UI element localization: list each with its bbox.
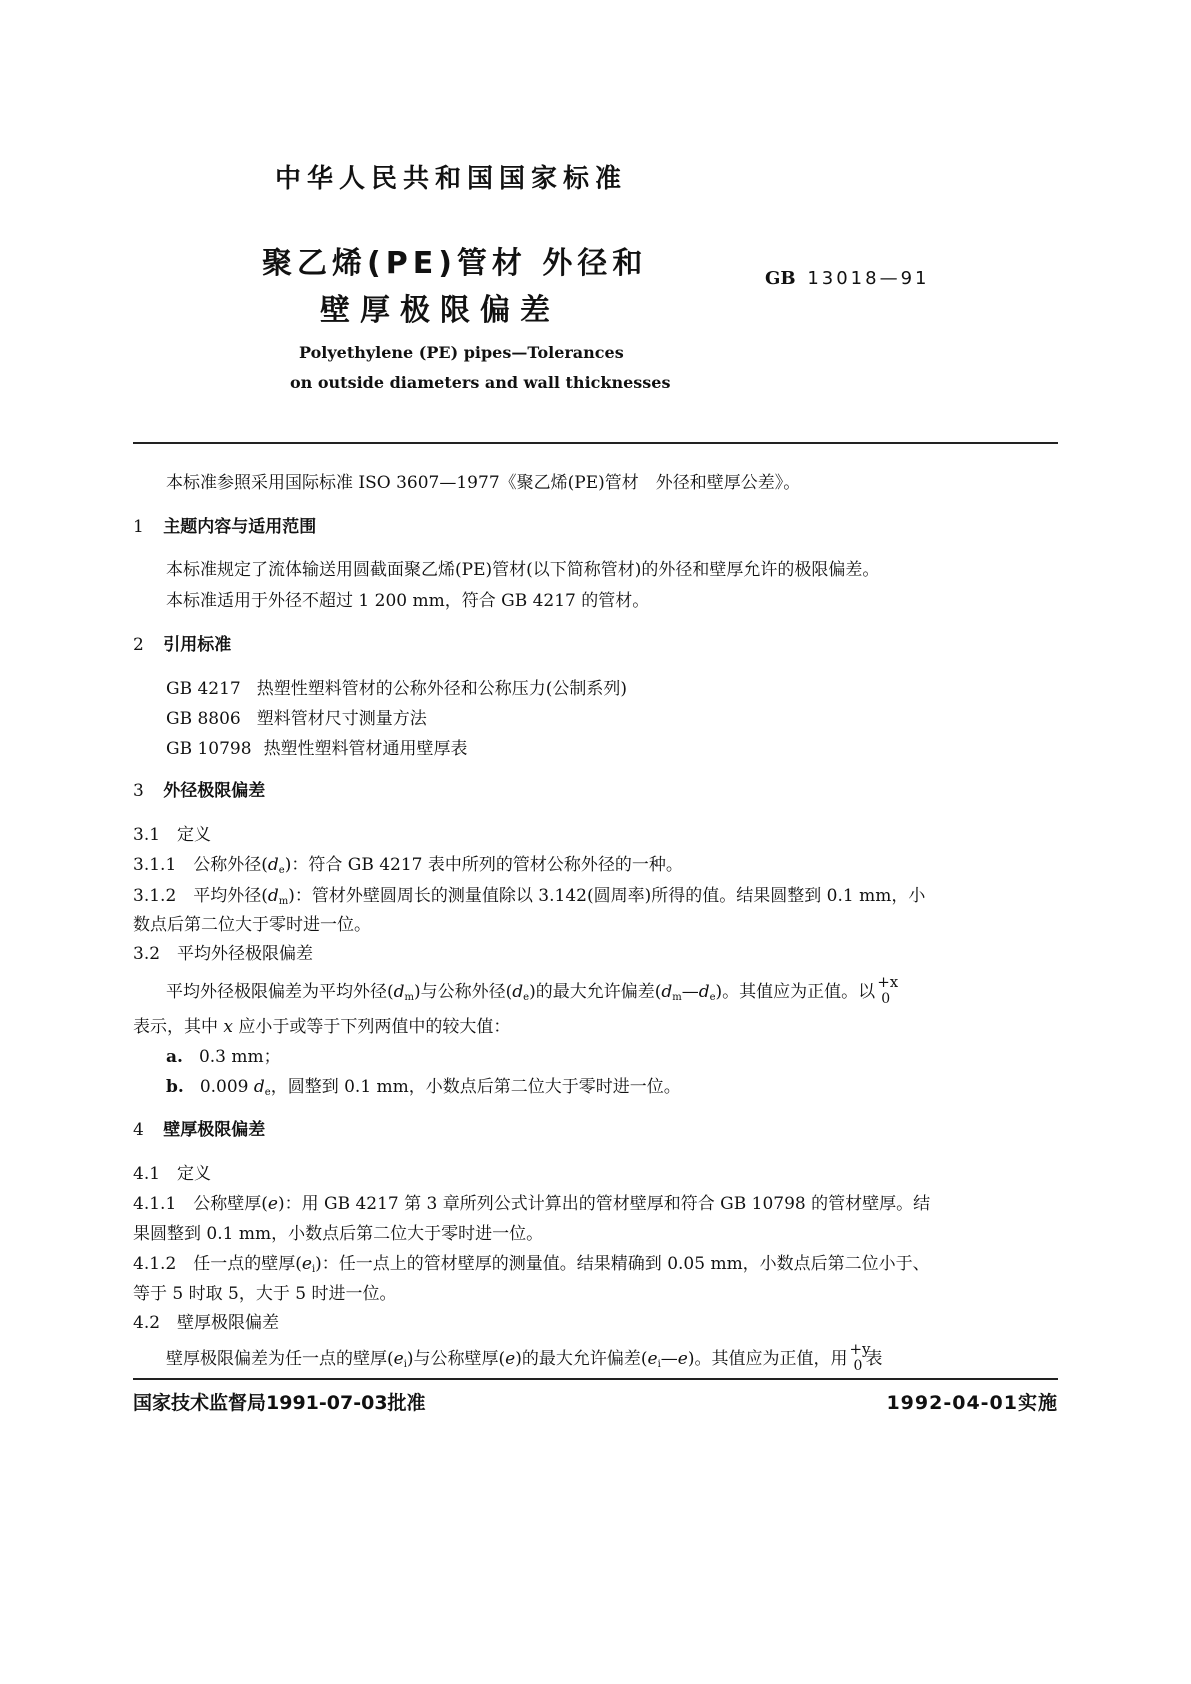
intro-paragraph: 本标准参照采用国际标准 ISO 3607—1977《聚乙烯(PE)管材 外径和壁厚公差》。	[166, 473, 801, 493]
clause-4-1-2	[133, 1249, 930, 1275]
subscript: i	[311, 1264, 316, 1275]
variable: d	[267, 886, 279, 906]
clause-text: )的最大允许偏差(	[515, 1349, 648, 1369]
section-title: 主题内容与适用范围	[163, 517, 317, 537]
document-title-line2: 壁厚极限偏差	[320, 293, 560, 328]
header-divider	[133, 442, 1058, 444]
subscript: e	[709, 992, 716, 1003]
clause-text: )的最大允许偏差(	[529, 982, 662, 1002]
clause-text: )：任一点上的管材壁厚的测量值。结果精确到 0.05 mm，小数点后第二位小于、	[315, 1254, 930, 1274]
section-1-paragraph-2: 本标准适用于外径不超过 1 200 mm，符合 GB 4217 的管材。	[166, 591, 650, 611]
section-number: 4	[133, 1120, 144, 1140]
clause-4-1-1-cont: 果圆整到 0.1 mm，小数点后第二位大于零时进一位。	[133, 1224, 544, 1244]
approval-date: 国家技术监督局1991-07-03批准	[133, 1392, 426, 1414]
clause-4-1-2-cont: 等于 5 时取 5，大于 5 时进一位。	[133, 1284, 397, 1304]
clause-text: )：管材外壁圆周长的测量值除以 3.142(圆周率)所得的值。结果圆整到 0.1 mm，小	[288, 886, 926, 906]
reference-title: 热塑性塑料管材通用壁厚表	[263, 739, 468, 759]
reference-item	[166, 674, 627, 699]
standard-code: 13018—91	[807, 268, 930, 289]
variable: d	[698, 982, 710, 1002]
clause-3-2: 3.2 平均外径极限偏差	[133, 944, 314, 964]
subscript: m	[278, 896, 289, 907]
subscript: i	[657, 1359, 661, 1370]
section-1-paragraph-1: 本标准规定了流体输送用圆截面聚乙烯(PE)管材(以下简称管材)的外径和壁厚允许的极限偏差。	[166, 560, 880, 580]
reference-title: 热塑性塑料管材的公称外径和公称压力(公制系列)	[256, 679, 628, 699]
variable: d	[661, 982, 673, 1002]
clause-text: )与公称壁厚(	[406, 1349, 506, 1369]
reference-title: 塑料管材尺寸测量方法	[256, 709, 427, 729]
reference-item	[166, 704, 427, 729]
section-number: 3	[133, 781, 144, 801]
issuing-country-title: 中华人民共和国国家标准	[275, 164, 628, 194]
section-title: 引用标准	[163, 635, 232, 655]
clause-3-1-2-cont: 数点后第二位大于零时进一位。	[133, 915, 371, 935]
section-1-heading	[133, 512, 316, 537]
reference-code: GB 10798	[166, 739, 252, 759]
section-4-heading	[133, 1115, 265, 1140]
tolerance-upper: +y	[849, 1340, 871, 1358]
variable: e	[267, 1194, 278, 1214]
clause-4-1-1	[133, 1189, 930, 1214]
clause-text: 表	[865, 1349, 883, 1369]
clause-3-1-2	[133, 881, 925, 907]
variable: e	[677, 1349, 688, 1369]
clause-3-2-paragraph	[166, 973, 899, 1009]
reference-code: GB 8806	[166, 709, 241, 729]
clause-text: 3.1.2 平均外径(	[133, 886, 268, 906]
list-label: b.	[166, 1077, 184, 1097]
clause-3-2-paragraph-cont	[133, 1012, 510, 1037]
section-number: 1	[133, 517, 144, 537]
tolerance-upper: +x	[877, 973, 899, 991]
reference-item	[166, 734, 468, 759]
reference-code: GB 4217	[166, 679, 241, 699]
section-title: 壁厚极限偏差	[163, 1120, 266, 1140]
subscript: e	[523, 992, 530, 1003]
document-title-line1: 聚乙烯(PE)管材 外径和	[262, 246, 648, 281]
list-item-a	[166, 1042, 281, 1067]
section-title: 外径极限偏差	[163, 781, 266, 801]
clause-text: 4.1.1 公称壁厚(	[133, 1194, 268, 1214]
english-title-line2: on outside diameters and wall thicknesses	[290, 373, 671, 392]
clause-text: 表示，其中	[133, 1017, 224, 1037]
clause-text: 平均外径极限偏差为平均外径(	[166, 982, 394, 1002]
effective-date: 1992-04-01实施	[886, 1392, 1058, 1414]
clause-4-2: 4.2 壁厚极限偏差	[133, 1313, 280, 1333]
variable: e	[505, 1349, 516, 1369]
clause-text: )。其值应为正值，用	[687, 1349, 848, 1369]
minus-sign: —	[681, 982, 699, 1002]
variable: d	[512, 982, 524, 1002]
english-title-line1: Polyethylene (PE) pipes—Tolerances	[299, 343, 624, 362]
tolerance-notation	[875, 973, 899, 1009]
list-label: a.	[166, 1047, 183, 1067]
standard-number	[765, 268, 930, 289]
variable: e	[301, 1254, 312, 1274]
clause-text: )：符合 GB 4217 表中所列的管材公称外径的一种。	[284, 855, 683, 875]
clause-3-1: 3.1 定义	[133, 825, 212, 845]
clause-3-1-1	[133, 850, 683, 876]
tolerance-notation	[847, 1340, 871, 1376]
clause-text: )与公称外径(	[414, 982, 513, 1002]
footer-divider	[133, 1378, 1058, 1380]
clause-4-1: 4.1 定义	[133, 1164, 212, 1184]
list-text: 0.3 mm；	[198, 1047, 281, 1067]
section-3-heading	[133, 776, 265, 801]
clause-text: )。其值应为正值。以	[715, 982, 876, 1002]
subscript: e	[278, 865, 285, 876]
variable: d	[393, 982, 405, 1002]
variable: d	[267, 855, 279, 875]
clause-text: 4.1.2 任一点的壁厚(	[133, 1254, 302, 1274]
clause-text: 3.1.1 公称外径(	[133, 855, 268, 875]
clause-text: )：用 GB 4217 第 3 章所列公式计算出的管材壁厚和符合 GB 10798 的管材壁厚。结	[277, 1194, 931, 1214]
subscript: m	[672, 992, 682, 1003]
clause-4-2-paragraph	[166, 1342, 882, 1376]
clause-text: 应小于或等于下列两值中的较大值：	[233, 1017, 511, 1037]
subscript: e	[264, 1087, 271, 1098]
section-number: 2	[133, 635, 144, 655]
variable: e	[647, 1349, 658, 1369]
variable: e	[393, 1349, 404, 1369]
subscript: m	[404, 992, 415, 1003]
standard-prefix: GB	[765, 268, 796, 289]
tolerance-lower: 0	[853, 1358, 863, 1374]
clause-text: 壁厚极限偏差为任一点的壁厚(	[166, 1349, 394, 1369]
list-text: ，圆整到 0.1 mm，小数点后第二位大于零时进一位。	[270, 1077, 681, 1097]
subscript: i	[403, 1359, 407, 1370]
variable: x	[223, 1017, 233, 1037]
minus-sign: —	[660, 1349, 678, 1369]
list-item-b	[166, 1072, 681, 1098]
variable: d	[253, 1077, 265, 1097]
section-2-heading	[133, 630, 231, 655]
list-text: 0.009	[199, 1077, 254, 1097]
tolerance-lower: 0	[881, 991, 891, 1007]
